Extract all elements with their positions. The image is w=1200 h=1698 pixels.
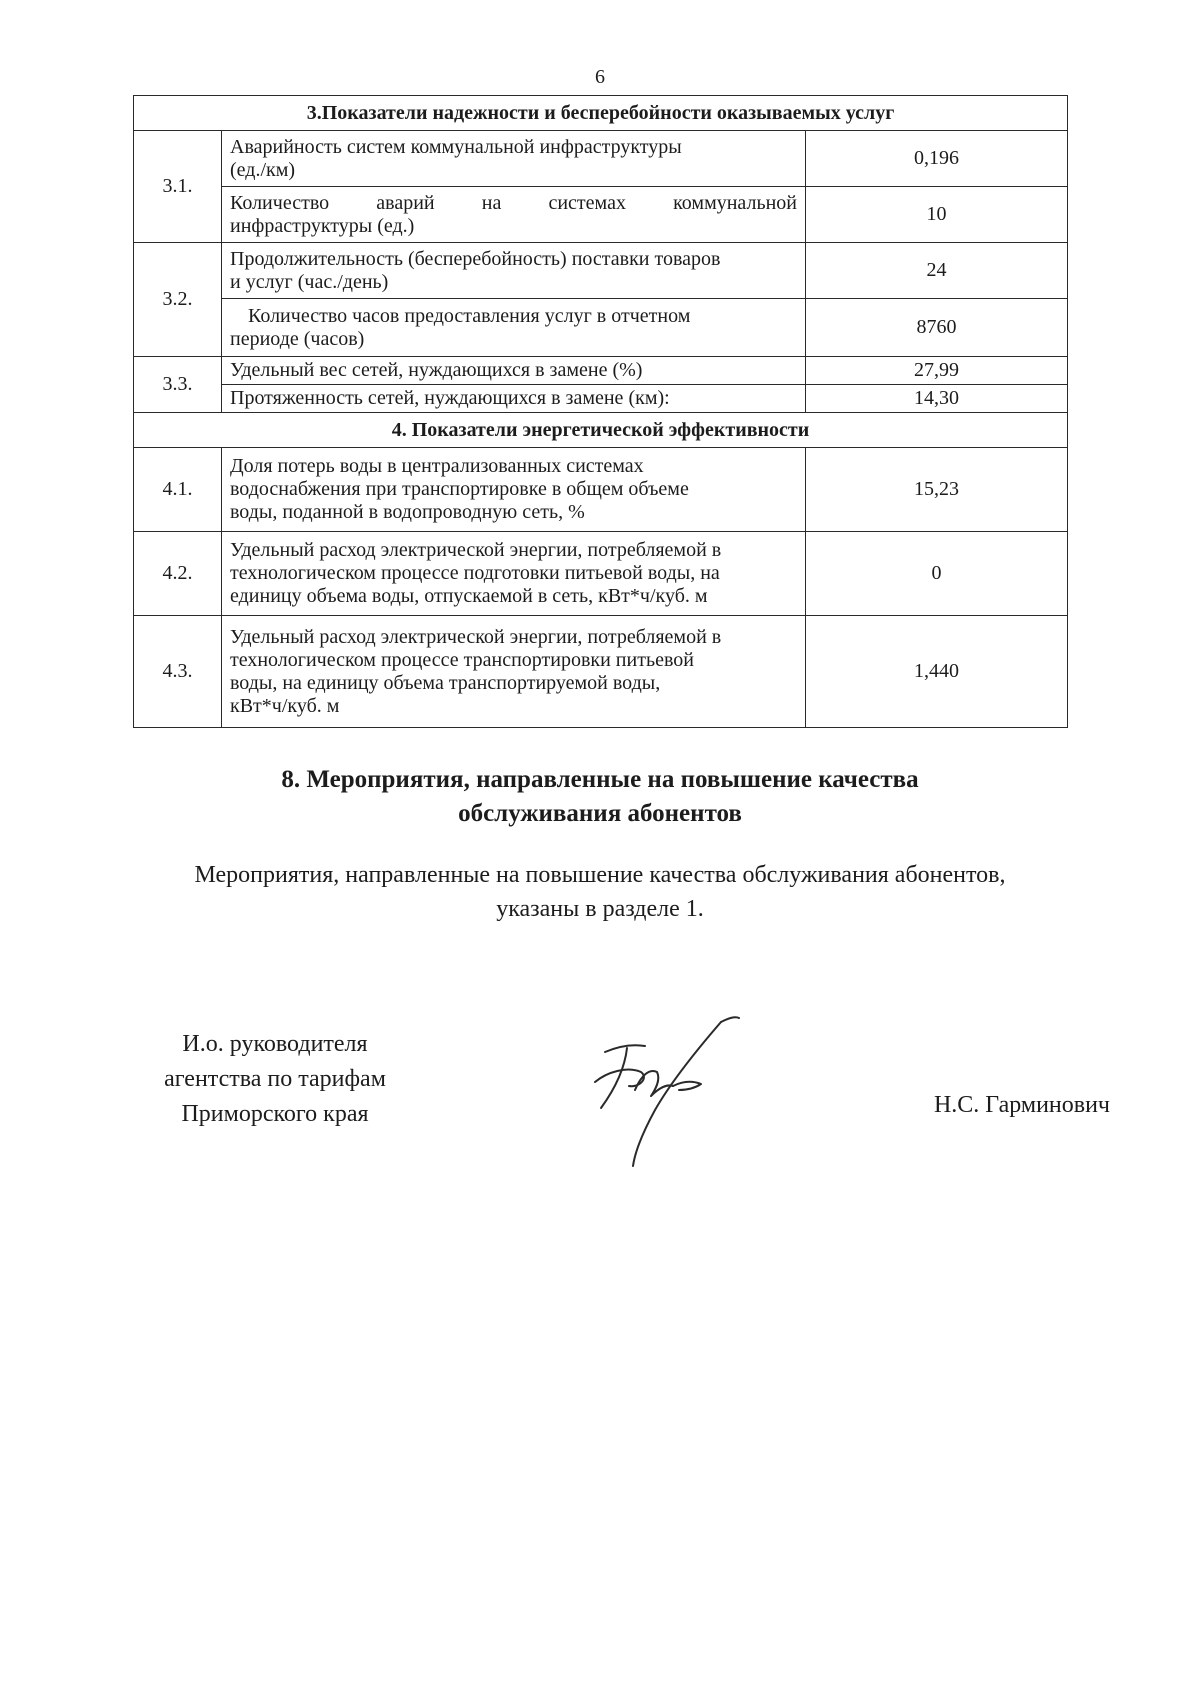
row-label: Удельный расход электрической энергии, потребляемой в технологическом процессе подготовки питьевой воды, на единицу объема воды, отпускаемой в сеть, кВт*ч/куб. м	[222, 532, 806, 616]
row-number: 3.1.	[134, 131, 222, 243]
row-value: 14,30	[806, 385, 1068, 413]
row-number: 4.3.	[134, 616, 222, 728]
row-value: 1,440	[806, 616, 1068, 728]
section4-header-row	[134, 413, 1068, 448]
row-label: Количество аварий на системах коммунальной инфраструктуры (ед.)	[222, 187, 806, 243]
section3-header-row	[134, 96, 1068, 131]
table-row	[134, 243, 1068, 299]
section3-title: 3.Показатели надежности и бесперебойности оказываемых услуг	[134, 96, 1068, 131]
row-number: 4.2.	[134, 532, 222, 616]
section8-heading: 8. Мероприятия, направленные на повышение качества обслуживания абонентов	[281, 766, 919, 827]
row-label: Протяженность сетей, нуждающихся в замене (км):	[222, 385, 806, 413]
row-label: Продолжительность (бесперебойность) поставки товаров и услуг (час./день)	[222, 243, 806, 299]
handwritten-signature	[575, 1010, 750, 1170]
table-row	[134, 357, 1068, 385]
table-row	[134, 187, 1068, 243]
table-row	[134, 616, 1068, 728]
row-value: 15,23	[806, 448, 1068, 532]
section8-body: Мероприятия, направленные на повышение качества обслуживания абонентов, указаны в разделе 1.	[194, 862, 1006, 922]
signer-name: Н.С. Гарминович	[933, 1092, 1110, 1118]
table-row	[134, 532, 1068, 616]
section4-title: 4. Показатели энергетической эффективности	[134, 413, 1068, 448]
row-value: 10	[806, 187, 1068, 243]
signer-position: И.о. руководителя агентства по тарифам Приморского края	[164, 1031, 386, 1127]
row-label: Аварийность систем коммунальной инфраструктуры (ед./км)	[222, 131, 806, 187]
row-label: Удельный вес сетей, нуждающихся в замене (%)	[222, 357, 806, 385]
row-value: 0	[806, 532, 1068, 616]
row-label: Доля потерь воды в централизованных системах водоснабжения при транспортировке в общем объеме воды, поданной в водопроводную сеть, %	[222, 448, 806, 532]
row-value: 24	[806, 243, 1068, 299]
row-label: Количество часов предоставления услуг в отчетном периоде (часов)	[222, 299, 806, 357]
row-label: Удельный расход электрической энергии, потребляемой в технологическом процессе транспортировки питьевой воды, на единицу объема транспортируемой воды, кВт*ч/куб. м	[222, 616, 806, 728]
table-row	[134, 448, 1068, 532]
table-row	[134, 385, 1068, 413]
row-value: 8760	[806, 299, 1068, 357]
row-number: 3.3.	[134, 357, 222, 413]
row-number: 4.1.	[134, 448, 222, 532]
indicators-table	[133, 95, 1068, 728]
row-value: 27,99	[806, 357, 1068, 385]
page-number: 6	[595, 66, 605, 88]
row-value: 0,196	[806, 131, 1068, 187]
table-row	[134, 131, 1068, 187]
row-number: 3.2.	[134, 243, 222, 357]
table-row	[134, 299, 1068, 357]
